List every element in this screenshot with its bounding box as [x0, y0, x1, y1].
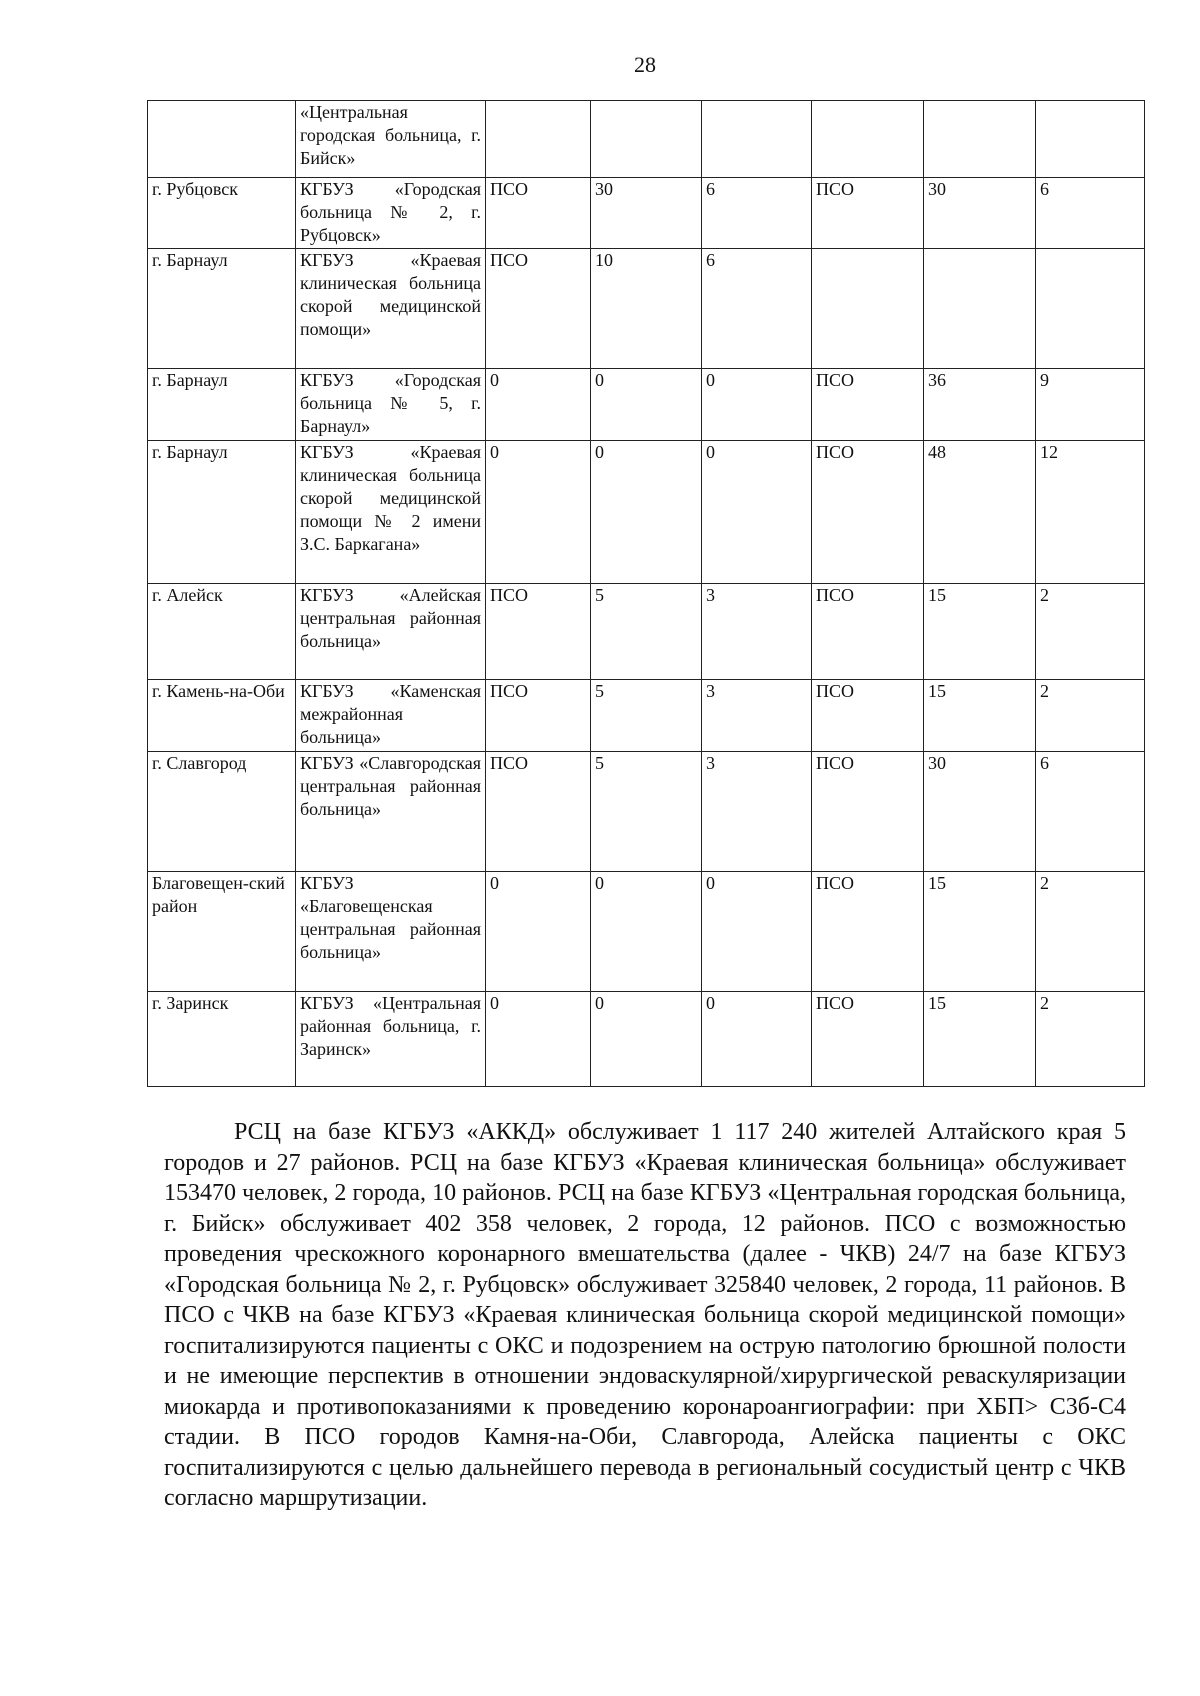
value-cell: 9	[1036, 369, 1145, 441]
value-cell: 0	[702, 369, 812, 441]
value-cell: 0	[591, 369, 702, 441]
value-cell: ПСО	[486, 752, 591, 872]
value-cell: 0	[591, 441, 702, 584]
place-cell: г. Славгород	[148, 752, 296, 872]
value-cell: 0	[702, 872, 812, 992]
value-cell: ПСО	[486, 584, 591, 680]
value-cell: 12	[1036, 441, 1145, 584]
value-cell: 30	[924, 752, 1036, 872]
table-row	[148, 178, 1145, 249]
value-cell: 5	[591, 584, 702, 680]
value-cell: 0	[486, 992, 591, 1087]
place-cell: г. Барнаул	[148, 441, 296, 584]
value-cell: 5	[591, 680, 702, 752]
value-cell: ПСО	[486, 680, 591, 752]
value-cell: 15	[924, 584, 1036, 680]
value-cell: ПСО	[812, 752, 924, 872]
institution-cell: КГБУЗ «Славгородская центральная районная больница»	[296, 752, 486, 872]
value-cell: ПСО	[812, 584, 924, 680]
institution-cell: КГБУЗ «Краевая клиническая больница скорой медицинской помощи»	[296, 249, 486, 369]
institution-cell: КГБУЗ «Алейская центральная районная больница»	[296, 584, 486, 680]
value-cell: 6	[702, 178, 812, 249]
value-cell: ПСО	[812, 992, 924, 1087]
institution-cell: КГБУЗ «Краевая клиническая больница скорой медицинской помощи № 2 имени З.С. Баркагана»	[296, 441, 486, 584]
value-cell: 48	[924, 441, 1036, 584]
table-row	[148, 369, 1145, 441]
value-cell	[1036, 101, 1145, 178]
institution-cell: КГБУЗ «Каменская межрайонная больница»	[296, 680, 486, 752]
value-cell: 30	[591, 178, 702, 249]
routing-table	[147, 100, 1145, 1087]
value-cell	[702, 101, 812, 178]
value-cell: 30	[924, 178, 1036, 249]
value-cell: ПСО	[812, 680, 924, 752]
value-cell	[812, 249, 924, 369]
value-cell: 3	[702, 680, 812, 752]
value-cell	[486, 101, 591, 178]
table-row	[148, 101, 1145, 178]
table-row	[148, 584, 1145, 680]
place-cell	[148, 101, 296, 178]
institution-cell: КГБУЗ «Городская больница № 5, г. Барнаул»	[296, 369, 486, 441]
value-cell: 10	[591, 249, 702, 369]
value-cell: 15	[924, 872, 1036, 992]
value-cell: ПСО	[812, 369, 924, 441]
value-cell: 2	[1036, 680, 1145, 752]
value-cell: 0	[702, 992, 812, 1087]
place-cell: Благовещен-ский район	[148, 872, 296, 992]
place-cell: г. Заринск	[148, 992, 296, 1087]
table-row	[148, 992, 1145, 1087]
value-cell	[1036, 249, 1145, 369]
value-cell: ПСО	[812, 872, 924, 992]
table-row	[148, 249, 1145, 369]
value-cell	[924, 249, 1036, 369]
value-cell: 6	[1036, 178, 1145, 249]
value-cell: 2	[1036, 992, 1145, 1087]
institution-cell: «Центральная городская больница, г. Бийск»	[296, 101, 486, 178]
body-paragraph: РСЦ на базе КГБУЗ «АККД» обслуживает 1 117 240 жителей Алтайского края 5 городов и 27 районов. РСЦ на базе КГБУЗ «Краевая клиническая больница» обслуживает 153470 человек, 2 города, 10 районов. РСЦ на базе КГБУЗ «Центральная городская больница, г. Бийск» обслуживает 402 358 человек, 2 города, 12 районов. ПСО с возможностью проведения чрескожного коронарного вмешательства (далее - ЧКВ) 24/7 на базе КГБУЗ «Городская больница № 2, г. Рубцовск» обслуживает 325840 человек, 2 города, 11 районов. В ПСО с ЧКВ на базе КГБУЗ «Краевая клиническая больница скорой медицинской помощи» госпитализируются пациенты с ОКС и подозрением на острую патологию брюшной полости и не имеющие перспектив в отношении эндоваскулярной/хирургической реваскуляризации миокарда и противопоказаниями к проведению коронароангиографии: при ХБП> С3б-С4 стадии. В ПСО городов Камня-на-Оби, Славгорода, Алейска пациенты с ОКС госпитализируются с целью дальнейшего перевода в региональный сосудистый центр с ЧКВ согласно маршрутизации.	[164, 1119, 1126, 1511]
value-cell: 15	[924, 680, 1036, 752]
institution-cell: КГБУЗ «Городская больница № 2, г. Рубцовск»	[296, 178, 486, 249]
value-cell: ПСО	[812, 441, 924, 584]
value-cell: 6	[1036, 752, 1145, 872]
place-cell: г. Барнаул	[148, 249, 296, 369]
table-row	[148, 441, 1145, 584]
place-cell: г. Барнаул	[148, 369, 296, 441]
value-cell	[924, 101, 1036, 178]
place-cell: г. Камень-на-Оби	[148, 680, 296, 752]
value-cell: 3	[702, 584, 812, 680]
value-cell: 15	[924, 992, 1036, 1087]
value-cell	[591, 101, 702, 178]
value-cell: 0	[486, 441, 591, 584]
value-cell: 5	[591, 752, 702, 872]
table-row	[148, 680, 1145, 752]
value-cell: ПСО	[812, 178, 924, 249]
value-cell: 0	[486, 369, 591, 441]
value-cell: 0	[591, 992, 702, 1087]
value-cell: 6	[702, 249, 812, 369]
value-cell: 0	[702, 441, 812, 584]
value-cell: 2	[1036, 872, 1145, 992]
place-cell: г. Алейск	[148, 584, 296, 680]
value-cell: ПСО	[486, 249, 591, 369]
value-cell: 0	[591, 872, 702, 992]
institution-cell: КГБУЗ «Центральная районная больница, г. Заринск»	[296, 992, 486, 1087]
table-row	[148, 872, 1145, 992]
value-cell: 36	[924, 369, 1036, 441]
value-cell: 2	[1036, 584, 1145, 680]
institution-cell: КГБУЗ «Благовещенская центральная районная больница»	[296, 872, 486, 992]
value-cell: ПСО	[486, 178, 591, 249]
place-cell: г. Рубцовск	[148, 178, 296, 249]
table-row	[148, 752, 1145, 872]
value-cell: 3	[702, 752, 812, 872]
value-cell: 0	[486, 872, 591, 992]
value-cell	[812, 101, 924, 178]
page-number: 28	[634, 52, 656, 77]
